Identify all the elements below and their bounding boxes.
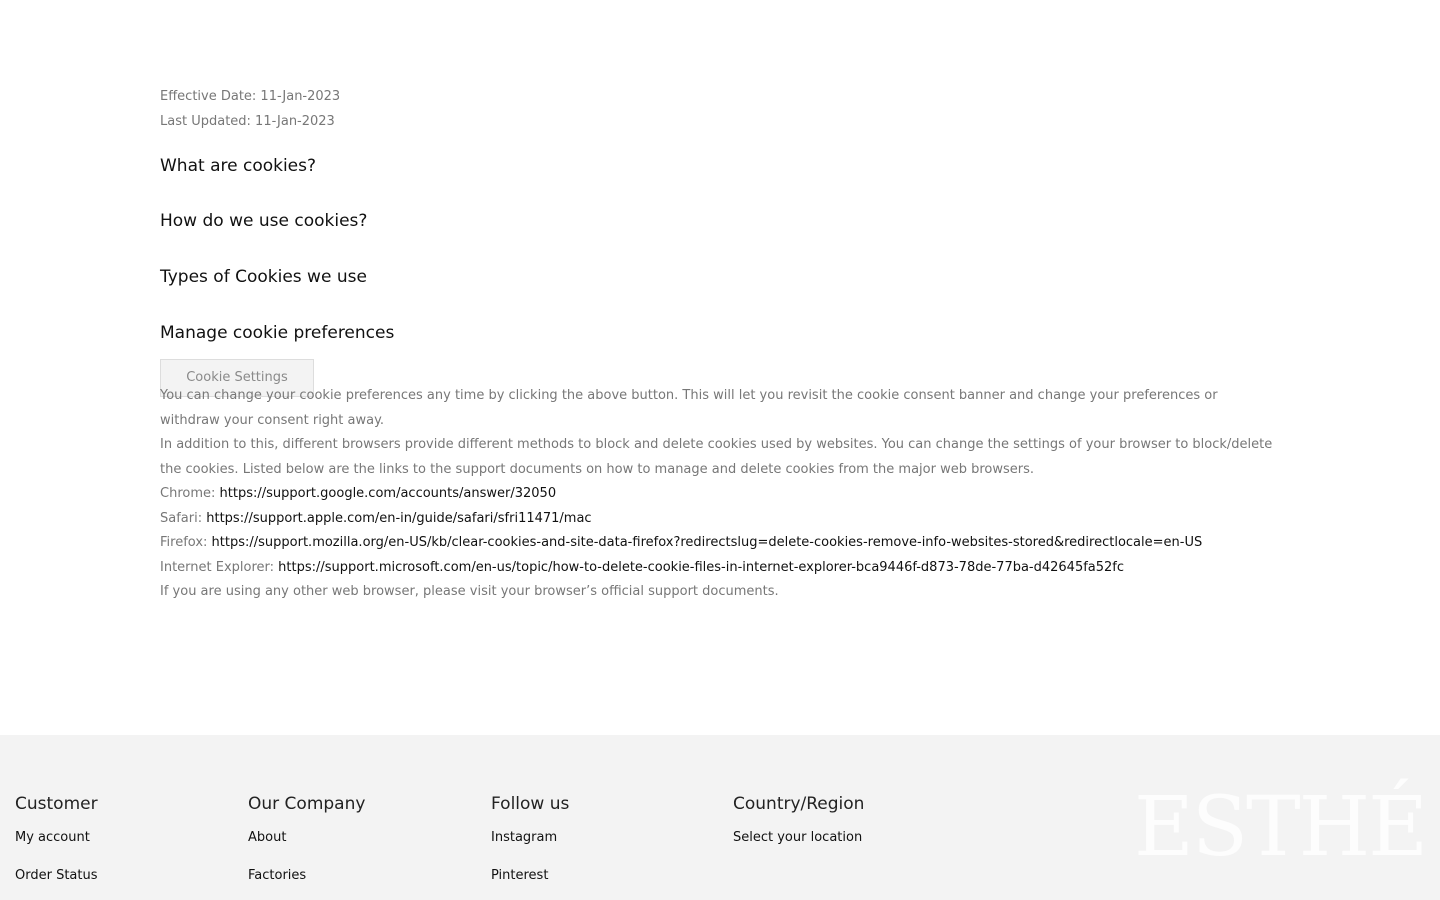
footer-column-follow bbox=[491, 793, 569, 900]
browser-label: Firefox: bbox=[160, 535, 208, 550]
effective-date: Effective Date: 11-Jan-2023 bbox=[160, 89, 341, 104]
select-location-link[interactable]: Select your location bbox=[733, 830, 863, 845]
heading-what-are-cookies: What are cookies? bbox=[160, 156, 317, 176]
footer-link-about[interactable]: About bbox=[248, 830, 287, 845]
browser-label: Internet Explorer: bbox=[160, 559, 275, 575]
change-preferences-text: You can change your cookie preferences any time by clicking the above button. This will let you revisit the cookie consent banner and change your preferences or withdraw your consent right away. bbox=[160, 388, 1218, 428]
heading-how-we-use-cookies: How do we use cookies? bbox=[160, 211, 368, 231]
footer-link-pinterest[interactable]: Pinterest bbox=[491, 868, 549, 883]
other-browser-text: If you are using any other web browser, please visit your browser’s official support documents. bbox=[160, 584, 779, 599]
browser-label: Safari: bbox=[160, 510, 203, 526]
firefox-support-link[interactable]: https://support.mozilla.org/en-US/kb/clear-cookies-and-site-data-firefox?redirectslug=delete-cookies-remove-info-websites-stored&redirectlocale=en-US bbox=[211, 535, 1203, 550]
footer-link-factories[interactable]: Factories bbox=[248, 868, 307, 883]
last-updated: Last Updated: 11-Jan-2023 bbox=[160, 114, 335, 129]
browsers-text: In addition to this, different browsers provide different methods to block and delete cookies used by websites. You can change the settings of your browser to block/delete the cookies. Listed below are the links to the support documents on how to manage and delete cookies from the major web browsers. bbox=[160, 437, 1273, 477]
footer-heading-customer: Customer bbox=[15, 794, 98, 814]
cookie-policy-content bbox=[160, 84, 1280, 605]
footer-column-company bbox=[248, 793, 365, 900]
footer-link-my-account[interactable]: My account bbox=[15, 830, 90, 845]
safari-support-link[interactable]: https://support.apple.com/en-in/guide/safari/sfri11471/mac bbox=[206, 510, 592, 526]
footer-column-region bbox=[733, 793, 864, 867]
cookie-settings-button[interactable]: Cookie Settings bbox=[160, 359, 314, 397]
footer-column-customer bbox=[15, 793, 98, 900]
brand-logo: ESTHÉ bbox=[1134, 780, 1427, 875]
site-footer bbox=[0, 735, 1440, 900]
browser-label: Chrome: bbox=[160, 486, 216, 501]
browser-link-row-ie bbox=[160, 556, 1280, 581]
ie-support-link[interactable]: https://support.microsoft.com/en-us/topic/how-to-delete-cookie-files-in-internet-explorer-bca9446f-d873-78de-77ba-d42645fa52fc bbox=[278, 559, 1125, 575]
footer-heading-company: Our Company bbox=[248, 794, 366, 814]
footer-link-order-status[interactable]: Order Status bbox=[15, 868, 98, 883]
footer-heading-follow: Follow us bbox=[491, 794, 570, 814]
heading-types-of-cookies: Types of Cookies we use bbox=[160, 267, 367, 287]
footer-heading-region: Country/Region bbox=[733, 794, 865, 814]
browser-link-row-safari bbox=[160, 507, 1280, 532]
browser-link-row-chrome bbox=[160, 482, 1280, 507]
footer-link-instagram[interactable]: Instagram bbox=[491, 830, 558, 845]
chrome-support-link[interactable]: https://support.google.com/accounts/answer/32050 bbox=[219, 486, 557, 501]
heading-manage-preferences: Manage cookie preferences bbox=[160, 323, 395, 343]
browser-link-row-firefox bbox=[160, 531, 1280, 556]
